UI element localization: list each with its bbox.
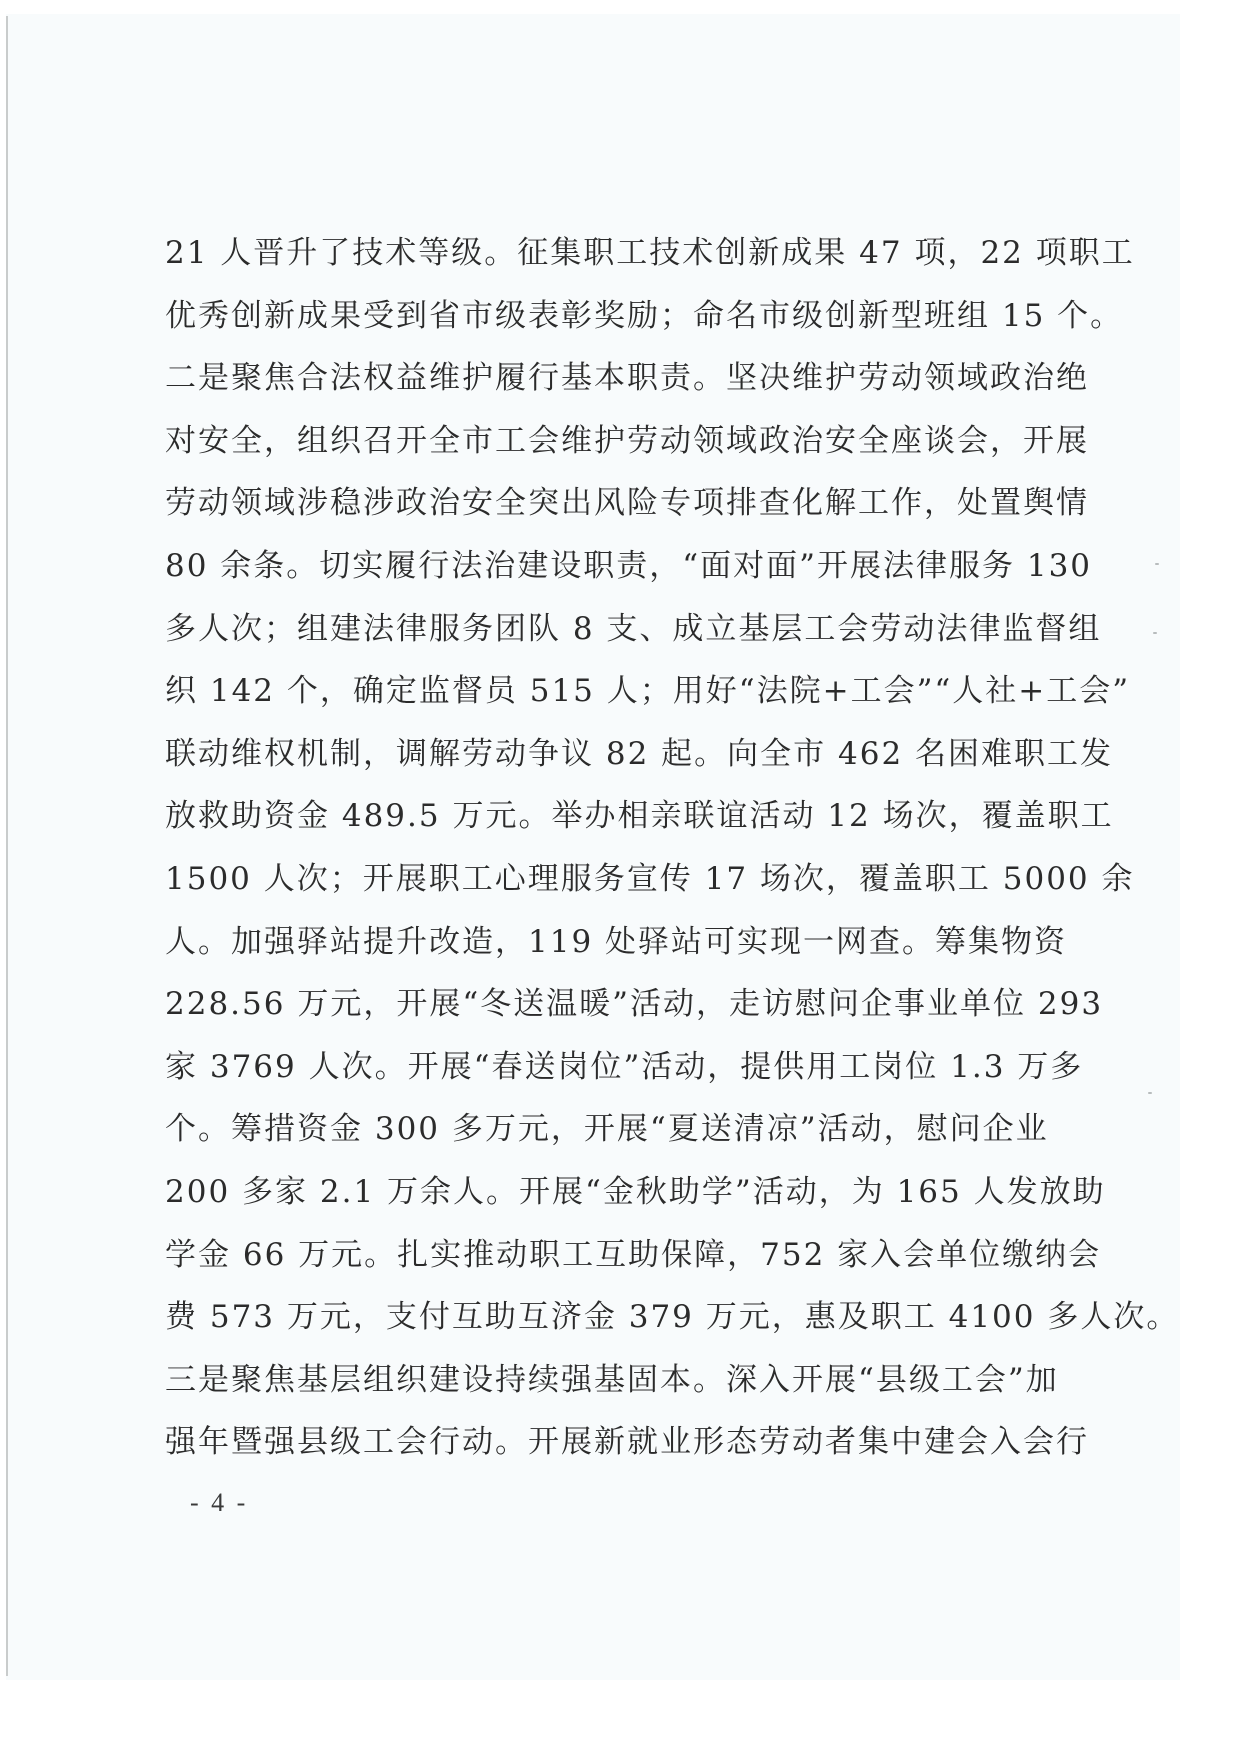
text-line: 个。筹措资金 300 多万元，开展“夏送清凉”活动，慰问企业: [165, 1111, 1049, 1148]
scan-edge-line: [6, 16, 8, 1676]
text-line: 费 573 万元，支付互助互济金 379 万元，惠及职工 4100 多人次。: [165, 1299, 1180, 1336]
text-line: 学金 66 万元。扎实推动职工互助保障，752 家入会单位缴纳会: [165, 1236, 1102, 1273]
scan-speck: [1153, 632, 1157, 634]
text-line: 劳动领域涉稳涉政治安全突出风险专项排查化解工作，处置舆情: [165, 485, 1089, 522]
scan-speck: [1155, 563, 1159, 565]
text-line: 多人次；组建法律服务团队 8 支、成立基层工会劳动法律监督组: [165, 610, 1102, 647]
text-line: 放救助资金 489.5 万元。举办相亲联谊活动 12 场次，覆盖职工: [165, 798, 1114, 835]
text-line: 228.56 万元，开展“冬送温暖”活动，走访慰问企事业单位 293: [165, 986, 1104, 1023]
text-line: 对安全，组织召开全市工会维护劳动领域政治安全座谈会，开展: [165, 422, 1089, 459]
text-line: 200 多家 2.1 万余人。开展“金秋助学”活动，为 165 人发放助: [165, 1173, 1106, 1210]
document-body: [165, 222, 1180, 1474]
text-line: 优秀创新成果受到省市级表彰奖励；命名市级创新型班组 15 个。: [165, 297, 1124, 334]
text-line: 三是聚焦基层组织建设持续强基固本。深入开展“县级工会”加: [165, 1361, 1059, 1398]
text-line: 二是聚焦合法权益维护履行基本职责。坚决维护劳动领域政治绝: [165, 360, 1089, 397]
text-line: 家 3769 人次。开展“春送岗位”活动，提供用工岗位 1.3 万多: [165, 1048, 1084, 1085]
text-line: 联动维权机制，调解劳动争议 82 起。向全市 462 名困难职工发: [165, 735, 1114, 772]
text-line: 80 余条。切实履行法治建设职责，“面对面”开展法律服务 130: [165, 547, 1093, 584]
text-line: 强年暨强县级工会行动。开展新就业形态劳动者集中建会入会行: [165, 1424, 1089, 1461]
text-line: 织 142 个，确定监督员 515 人；用好“法院+工会”“人社+工会”: [165, 673, 1131, 710]
text-line: 1500 人次；开展职工心理服务宣传 17 场次，覆盖职工 5000 余: [165, 860, 1135, 897]
scan-speck: [1148, 1092, 1152, 1094]
text-line: 21 人晋升了技术等级。征集职工技术创新成果 47 项，22 项职工: [165, 235, 1135, 271]
text-line: 人。加强驿站提升改造，119 处驿站可实现一网查。筹集物资: [165, 923, 1068, 960]
page-number: - 4 -: [190, 1488, 249, 1517]
